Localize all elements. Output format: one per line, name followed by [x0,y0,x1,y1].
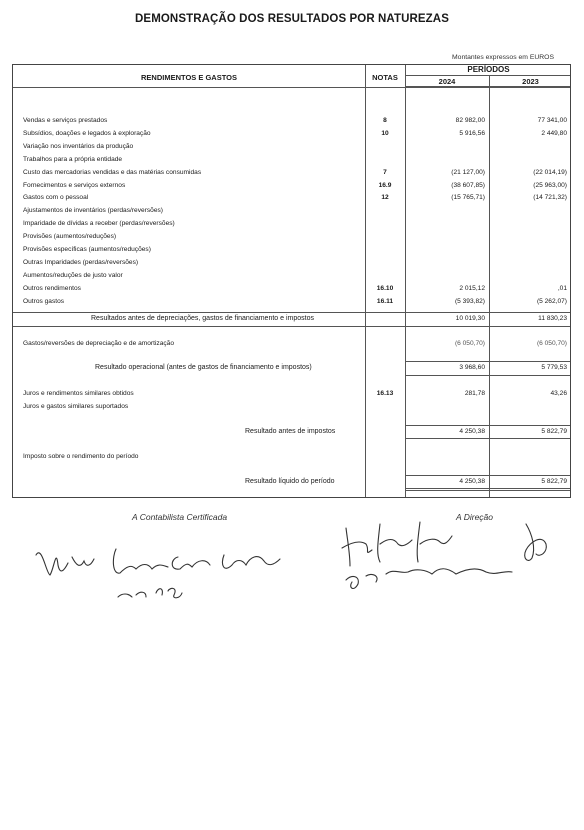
table-row [13,272,570,284]
row-note: 7 [383,168,387,176]
depreciation-2024: (6 050,70) [454,340,485,347]
col-header-label: RENDIMENTOS E GASTOS [141,73,237,82]
row-label: Outros gastos [23,297,65,305]
table-row [13,207,570,219]
table-row [13,220,570,232]
table-row [13,233,570,245]
table-row [13,246,570,258]
table-row [13,130,570,142]
interest-expense-label: Juros e gastos similares suportados [23,403,129,410]
interest-income-2024: 281,78 [464,390,485,397]
table-row [13,117,570,129]
row-value-2023: (22 014,19) [533,168,567,176]
table-row [13,194,570,206]
row-label: Imparidade de dívidas a receber (perdas/reversões) [23,220,175,228]
table-row [13,259,570,271]
row-label: Ajustamentos de inventários (perdas/reversões) [23,207,164,215]
net-result-2024: 4 250,38 [459,478,485,485]
col-header-notes: NOTAS [372,73,398,82]
income-tax-label: Imposto sobre o rendimento do período [23,453,139,460]
subtotal-pretax-2024: 4 250,38 [459,428,485,435]
depreciation-row [13,340,570,352]
table-row [13,156,570,168]
row-label: Vendas e serviços prestados [23,117,108,124]
row-note: 12 [381,194,389,202]
row-value-2024: (5 393,82) [454,297,485,305]
row-label: Custo das mercadorias vendidas e das matérias consumidas [23,168,202,176]
row-label: Outros rendimentos [23,284,81,292]
col-header-2024: 2024 [438,77,456,86]
row-label: Provisões específicas (aumentos/reduções) [23,246,151,253]
col-header-2023: 2023 [522,77,539,86]
row-note: 10 [381,129,389,137]
row-label: Aumentos/reduções de justo valor [23,271,123,279]
income-statement-table [12,64,571,498]
depreciation-2023: (6 050,70) [536,340,567,347]
interest-expense-row [13,403,570,415]
row-value-2024: 82 982,00 [455,117,485,124]
row-value-2024: 2 015,12 [459,284,485,292]
table-row [13,182,570,194]
table-row [13,298,570,310]
statement-title: DEMONSTRAÇÃO DOS RESULTADOS POR NATUREZAS [135,13,449,25]
row-label: Provisões (aumentos/reduções) [23,233,117,241]
table-row [13,169,570,181]
currency-note: Montantes expressos em EUROS [452,54,554,61]
row-value-2024: 5 916,56 [459,129,485,137]
row-value-2023: ,01 [557,284,567,292]
subtotal-ebitda-2023: 11 830,23 [538,315,567,322]
row-note: 16.11 [376,297,394,305]
board-label: A Direção [456,512,494,522]
subtotal-pretax-label: Resultado antes de impostos [245,428,336,435]
subtotal-ebitda-label: Resultados antes de depreciações, gastos de financiamento e impostos [91,315,314,322]
table-row [13,143,570,155]
row-note: 16.9 [378,181,392,189]
row-value-2023: (25 963,00) [533,181,567,189]
income-tax-row [13,453,570,465]
row-label: Fornecimentos e serviços externos [23,181,126,189]
row-value-2024: (15 765,71) [451,194,485,202]
table-row [13,285,570,297]
accountant-signature [28,535,288,605]
interest-income-note: 16.13 [376,390,394,397]
depreciation-label: Gastos/reversões de depreciação e de amortização [23,340,175,347]
row-value-2023: (5 262,07) [536,297,567,305]
interest-income-label: Juros e rendimentos similares obtidos [23,390,134,397]
row-value-2023: (14 721,32) [533,194,567,202]
subtotal-operating-label: Resultado operacional (antes de gastos de financiamento e impostos) [95,364,312,371]
row-label: Gastos com o pessoal [23,194,89,202]
interest-income-row [13,390,570,402]
interest-income-2023: 43,26 [550,390,567,397]
row-value-2023: 77 341,00 [537,117,567,124]
accountant-label: A Contabilista Certificada [132,512,228,522]
row-note: 16.10 [376,284,394,292]
board-signature [336,514,566,594]
row-value-2024: (21 127,00) [451,168,485,176]
net-result-label: Resultado líquido do período [245,478,335,485]
subtotal-operating-2023: 5 779,53 [541,364,567,371]
net-result-2023: 5 822,79 [541,478,567,485]
row-value-2024: (38 607,85) [451,181,485,189]
row-value-2023: 2 449,80 [541,129,567,137]
row-label: Trabalhos para a própria entidade [23,155,123,163]
subtotal-operating-2024: 3 968,60 [459,364,485,371]
row-note: 8 [383,117,387,124]
row-label: Variação nos inventários da produção [23,142,134,150]
subtotal-pretax-2023: 5 822,79 [541,428,567,435]
subtotal-ebitda-2024: 10 019,30 [455,315,485,322]
row-label: Outras Imparidades (perdas/reversões) [23,258,139,266]
row-label: Subsídios, doações e legados à exploração [23,129,151,137]
col-header-periods: PERÍODOS [467,65,510,74]
